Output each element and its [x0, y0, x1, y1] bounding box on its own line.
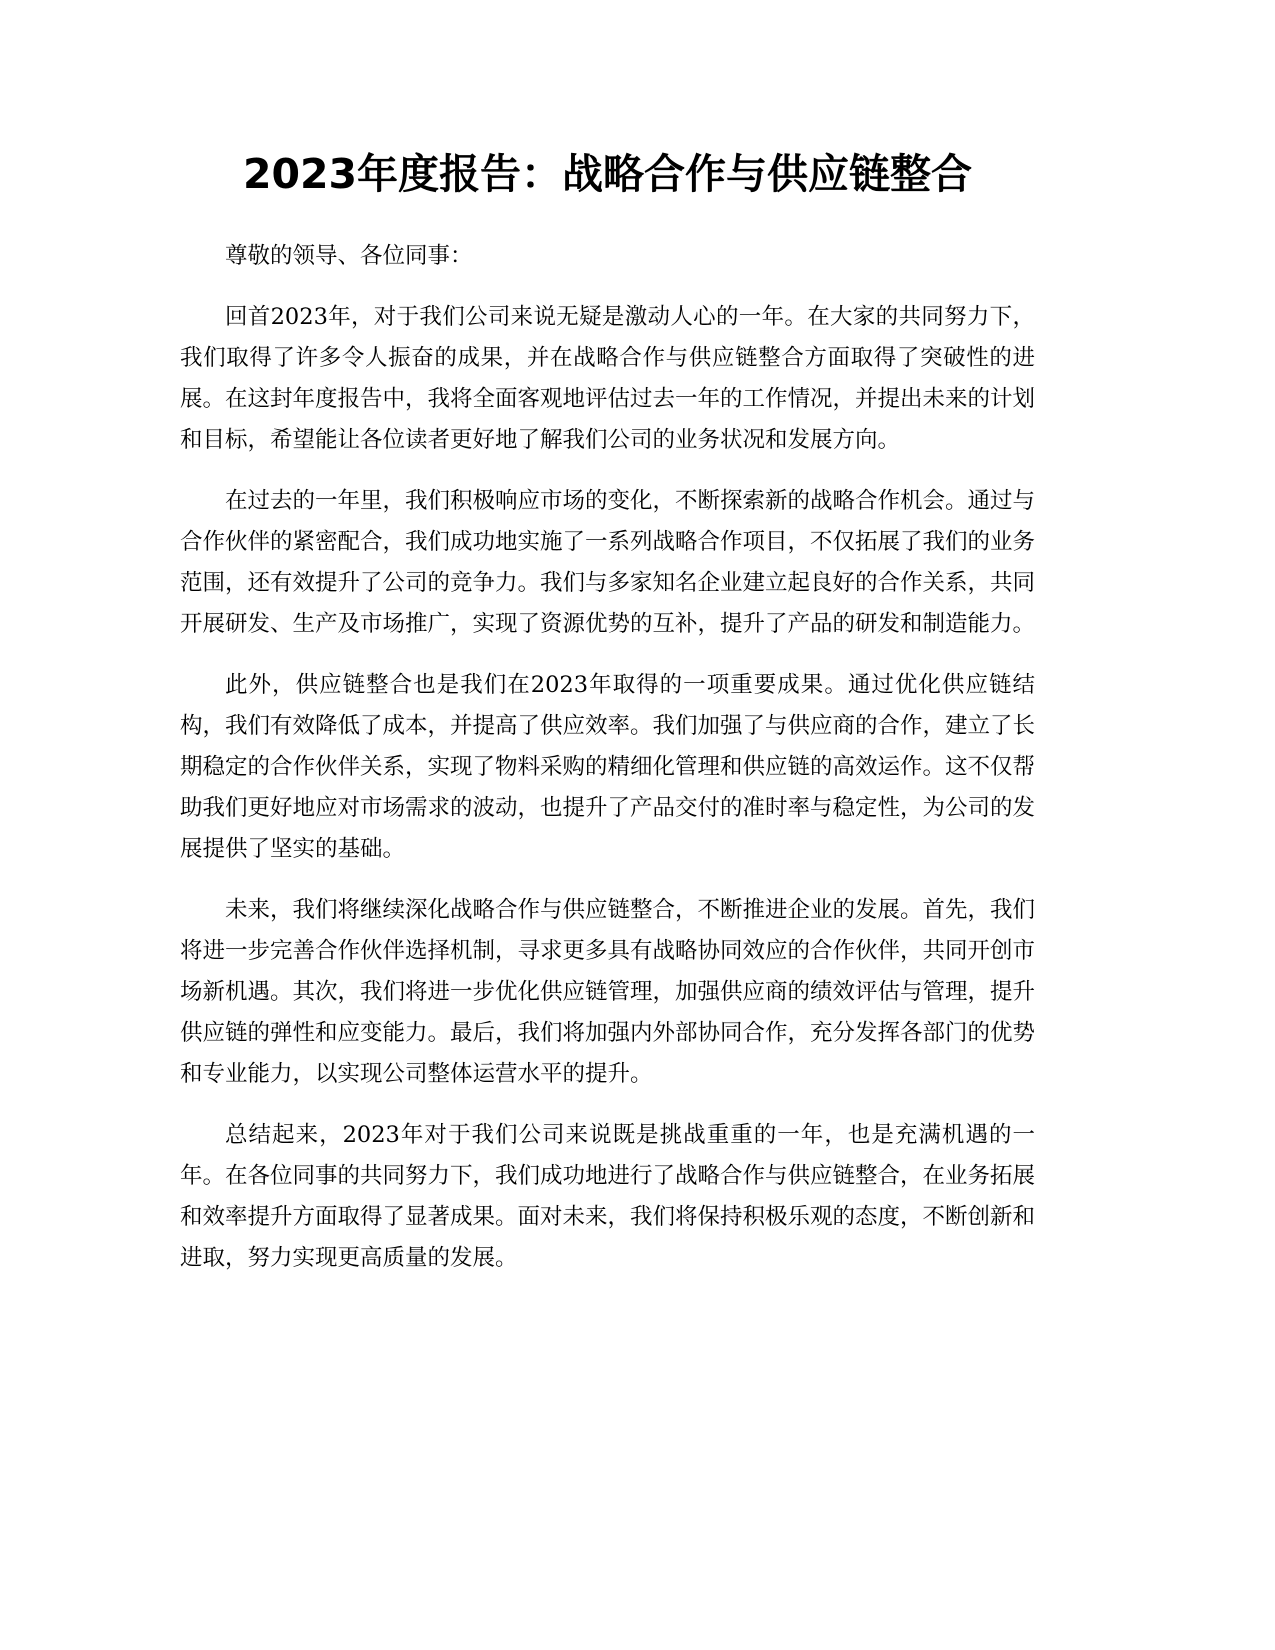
paragraph-future-plans: 未来，我们将继续深化战略合作与供应链整合，不断推进企业的发展。首先，我们将进一步完善合作伙伴选择机制，寻求更多具有战略协同效应的合作伙伴，共同开创市场新机遇。其次，我们将进一步优化供应链管理，加强供应商的绩效评估与管理，提升供应链的弹性和应变能力。最后，我们将加强内外部协同合作，充分发挥各部门的优势和专业能力，以实现公司整体运营水平的提升。: [180, 897, 1036, 1087]
paragraph-supply-chain: 此外，供应链整合也是我们在2023年取得的一项重要成果。通过优化供应链结构，我们有效降低了成本，并提高了供应效率。我们加强了与供应商的合作，建立了长期稳定的合作伙伴关系，实现了物料采购的精细化管理和供应链的高效运作。这不仅帮助我们更好地应对市场需求的波动，也提升了产品交付的准时率与稳定性，为公司的发展提供了坚实的基础。: [180, 672, 1036, 862]
document-body: [180, 236, 1035, 1299]
paragraph-review-2023: 回首2023年，对于我们公司来说无疑是激动人心的一年。在大家的共同努力下，我们取得了许多令人振奋的成果，并在战略合作与供应链整合方面取得了突破性的进展。在这封年度报告中，我将全面客观地评估过去一年的工作情况，并提出未来的计划和目标，希望能让各位读者更好地了解我们公司的业务状况和发展方向。: [180, 304, 1036, 453]
document-title: 2023年度报告：战略合作与供应链整合: [242, 150, 973, 198]
paragraph-strategic-cooperation: 在过去的一年里，我们积极响应市场的变化，不断探索新的战略合作机会。通过与合作伙伴的紧密配合，我们成功地实施了一系列战略合作项目，不仅拓展了我们的业务范围，还有效提升了公司的竞争力。我们与多家知名企业建立起良好的合作关系，共同开展研发、生产及市场推广，实现了资源优势的互补，提升了产品的研发和制造能力。: [180, 488, 1036, 637]
salutation: 尊敬的领导、各位同事：: [225, 243, 473, 269]
paragraph-conclusion: 总结起来，2023年对于我们公司来说既是挑战重重的一年，也是充满机遇的一年。在各位同事的共同努力下，我们成功地进行了战略合作与供应链整合，在业务拓展和效率提升方面取得了显著成果。面对未来，我们将保持积极乐观的态度，不断创新和进取，努力实现更高质量的发展。: [180, 1122, 1036, 1271]
